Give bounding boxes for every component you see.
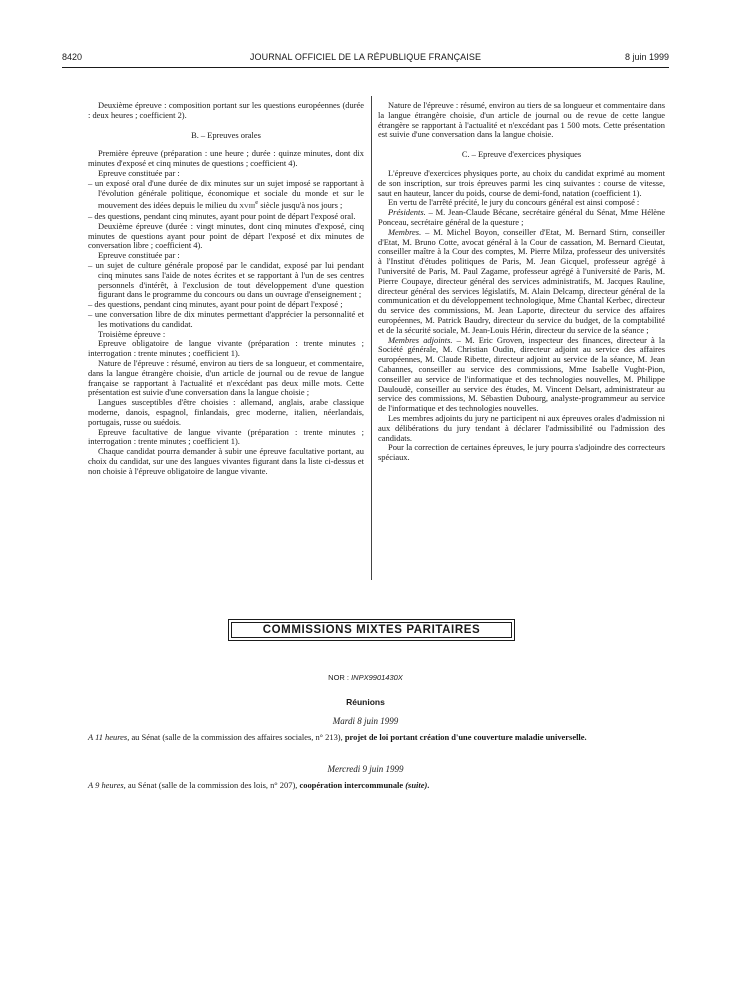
paragraph: Les membres adjoints du jury ne participent ni aux épreuves orales d'admission ni aux délibérations du jury tendant à déclarer l'admissibilité ou l'admission des candidats.: [378, 412, 665, 443]
list-item: – un exposé oral d'une durée de dix minutes sur un sujet imposé se rapportant à l'évolution générale politique, économique et sociale du monde et sur le mouvement des idées depuis le milieu du XVIIIe siècle jusqu'à nos jours ;: [88, 177, 364, 211]
paragraph: Pour la correction de certaines épreuves, le jury pourra s'adjoindre des correcteurs spéciaux.: [378, 442, 665, 463]
paragraph: Epreuve obligatoire de langue vivante (préparation : trente minutes ; interrogation : trente minutes ; coefficient 1).: [88, 338, 364, 359]
journal-title: JOURNAL OFFICIEL DE LA RÉPUBLIQUE FRANÇAISE: [249, 52, 482, 62]
commissions-title-box: [228, 619, 515, 641]
page-number: 8420: [62, 52, 83, 62]
list-item: – une conversation libre de dix minutes permettant d'apprécier la personnalité et les motivations du candidat.: [88, 308, 364, 329]
header-rule: [62, 67, 669, 68]
meeting-date-2: Mercredi 9 juin 1999: [327, 764, 404, 774]
column-divider: [371, 96, 372, 580]
paragraph: Nature de l'épreuve : résumé, environ au tiers de sa longueur et commentaire dans la langue étrangère choisie, d'un article de journal ou de revue de cette langue étrangère se rapportant à l'actualité et n'excédant pas 1 500 mots. Cette présentation est suivie d'une conversation dans la langue choisie.: [378, 100, 665, 140]
paragraph: L'épreuve d'exercices physiques porte, au choix du candidat exprimé au moment de son inscription, sur trois épreuves parmi les cinq suivantes : course de vitesse, saut en hauteur, lancer du poids, course de demi-fond, natation (coefficient 1).: [378, 167, 665, 198]
paragraph: En vertu de l'arrêté précité, le jury du concours général est ainsi composé :: [388, 197, 640, 208]
issue-date: 8 juin 1999: [624, 52, 669, 62]
meeting-entry-1: A 11 heures, au Sénat (salle de la commission des affaires sociales, n° 213), projet de loi portant création d'une couverture maladie universelle.: [88, 732, 587, 742]
paragraph: Epreuve constituée par :: [98, 250, 180, 261]
nor-reference: NOR : INPX9901430X: [328, 673, 403, 682]
paragraph: Troisième épreuve :: [98, 328, 166, 339]
jury-deputy-members: Membres adjoints. – M. Eric Groven, inspecteur des finances, directeur à la Société générale, M. Christian Oudin, directeur adjoint au service des affaires européennes, M. Claude Ribette, directeur adjoint au service de la séance, M. Jean Cabannes, conseiller au service des commissions, Mme Isabelle Vught-Pion, conseiller au service de l'informatique et des technologies nouvelles, M. Philippe Dauloudè, conseiller au service des études, M. Vincent Delsart, administrateur au service des commissions, M. Sébastien Dubourg, analyste-programmeur au service de l'informatique et des technologies nouvelles.: [378, 334, 665, 414]
list-item: – un sujet de culture générale proposé par le candidat, exposé par lui pendant cinq minutes sans l'aide de notes écrites et se rapportant à l'un de ses centres personnels d'intérêt, à l'exclusion de tout développement d'une question figurant dans le programme du concours ou dans un ouvrage d'enseignement ;: [88, 259, 364, 300]
paragraph: Deuxième épreuve (durée : vingt minutes, dont cinq minutes d'exposé, cinq minutes de questions ayant pour point de départ l'exposé et dix minutes de conversation libre ; coefficient 4).: [88, 220, 364, 251]
jury-presidents: Présidents. – M. Jean-Claude Bécane, secrétaire général du Sénat, Mme Hélène Ponceau, secrétaire général de la questure ;: [378, 207, 665, 227]
list-item: – des questions, pendant cinq minutes, ayant pour point de départ l'exposé oral.: [88, 210, 356, 221]
right-column: [378, 101, 665, 463]
left-column: [88, 101, 364, 477]
list-item: – des questions, pendant cinq minutes, ayant pour point de départ l'exposé ;: [88, 299, 343, 310]
commissions-title: COMMISSIONS MIXTES PARITAIRES: [231, 622, 512, 638]
paragraph: Nature de l'épreuve : résumé, environ au tiers de sa longueur, et commentaire, dans la langue étrangère choisie, d'un article de journal ou de revue de langue française se rapportant à l'actualité et n'excédant pas deux mille mots. Cette présentation est suivie d'une conversation dans la langue choisie ;: [88, 357, 364, 398]
meetings-heading: Réunions: [346, 697, 385, 707]
page-header: [62, 52, 669, 66]
paragraph: Langues susceptibles d'être choisies : allemand, anglais, arabe classique moderne, danois, espagnol, finlandais, grec moderne, italien, néerlandais, portugais, russe ou suédois.: [88, 397, 364, 427]
paragraph: Chaque candidat pourra demander à subir une épreuve facultative portant, au choix du candidat, sur une des langues vivantes figurant dans la liste ci-dessus et non choisie à l'épreuve obligatoire de langue vivante.: [88, 446, 364, 476]
paragraph: Première épreuve (préparation : une heure ; durée : quinze minutes, dont dix minutes d'exposé et cinq minutes de questions ; coefficient 4).: [88, 148, 364, 169]
section-heading-b: B. – Epreuves orales: [191, 129, 261, 140]
paragraph: Deuxième épreuve : composition portant sur les questions européennes (durée : deux heures ; coefficient 2).: [88, 100, 364, 120]
paragraph: Epreuve facultative de langue vivante (préparation : trente minutes ; interrogation : trente minutes ; coefficient 1).: [88, 426, 364, 447]
meeting-date-1: Mardi 8 juin 1999: [332, 716, 399, 726]
meeting-entry-2: A 9 heures, au Sénat (salle de la commission des lois, n° 207), coopération intercommunale (suite).: [88, 780, 430, 790]
jury-members: Membres. – M. Michel Boyon, conseiller d'Etat, M. Bernard Stirn, conseiller d'Etat, M. Bruno Cotte, avocat général à la Cour de cassation, M. Bernard Cieutat, conseiller maître à la Cour des comptes, M. Pierre Milza, professeur des universités à l'Institut d'études politiques de Paris, M. Jean Gicquel, professeur agrégé à l'université de Paris, M. Paul Zagame, professeur agrégé à l'université de Paris, M. Pierre Coupaye, directeur général des services administratifs, M. Jacques Rauline, directeur général des services législatifs, M. Alain Delcamp, directeur général de la communication et du développement technologique, Mme Chantal Kerbec, directeur du service des commissions, M. Jean Laporte, directeur du service des affaires européennes, M. Patrick Baudry, directeur du service du budget, de la comptabilité et de la sécurité sociale, M. Jean-Louis Hérin, directeur du service de la séance ;: [378, 226, 665, 335]
paragraph: Epreuve constituée par :: [98, 167, 180, 178]
section-heading-c: C. – Epreuve d'exercices physiques: [461, 149, 582, 160]
